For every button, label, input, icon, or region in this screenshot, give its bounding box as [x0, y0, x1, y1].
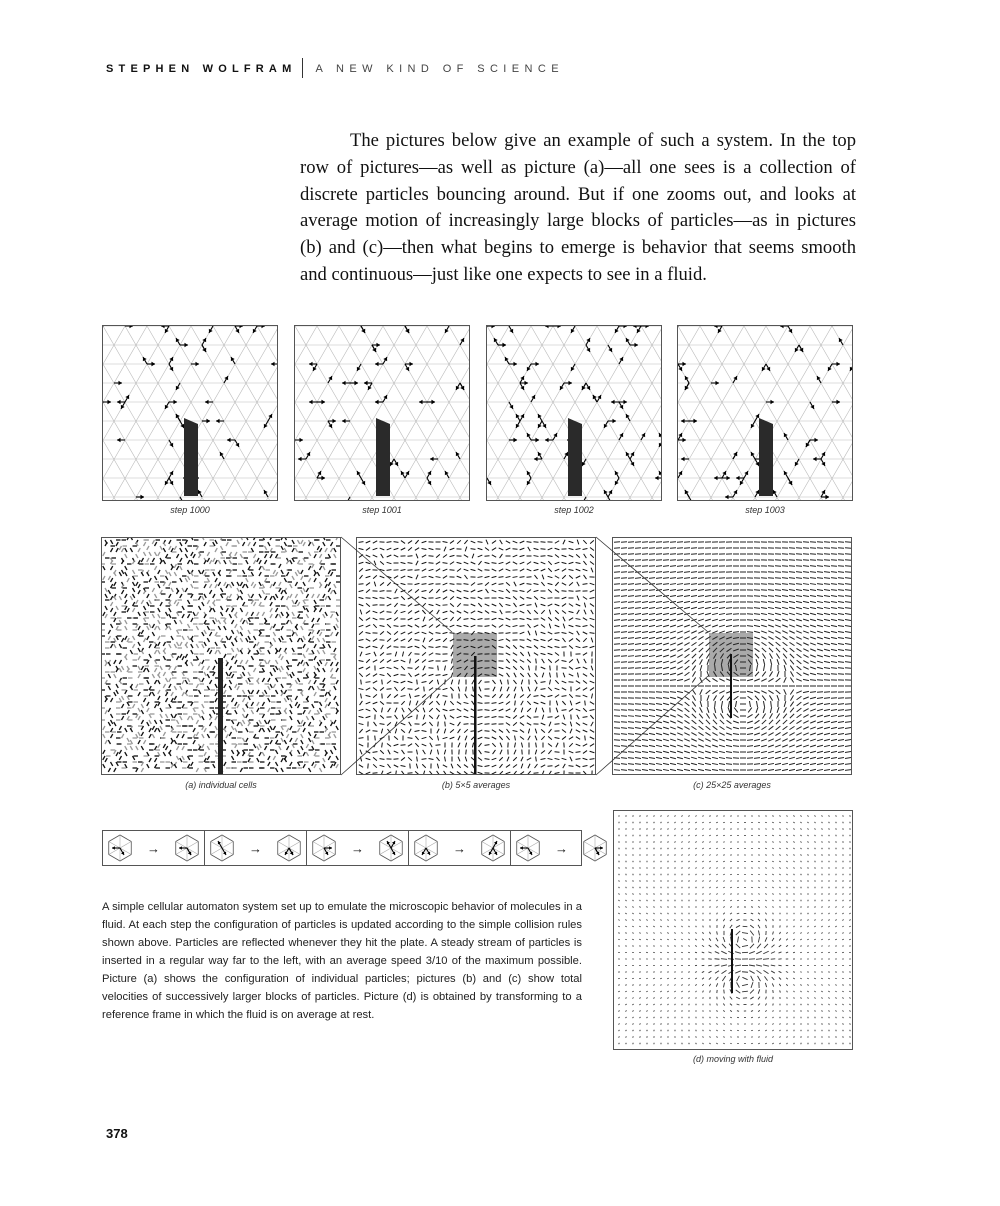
rule-arrow: → [249, 840, 262, 856]
rule-arrow: → [555, 840, 568, 856]
collision-rule [205, 831, 307, 865]
step-panel-1003 [677, 325, 853, 501]
panel-c-label: (c) 25×25 averages [693, 780, 771, 790]
running-head-book-title: A NEW KIND OF SCIENCE [315, 63, 564, 75]
page-number: 378 [106, 1126, 128, 1141]
running-head-author: STEPHEN WOLFRAM [106, 63, 297, 75]
figure-caption: A simple cellular automaton system set up to emulate the microscopic behavior of molecules in a fluid. At each step the configuration of particles is updated according to the simple collision rules shown above. Particles are reflected whenever they hit the plate. A steady stream of particles is inserted in a regular way far to the left, with an average speed 3/10 of the maximum possible. Picture (a) shows the configuration of individual particles; pictures (b) and (c) show total velocities of successively larger blocks of particles. Picture (d) is obtained by transforming to a reference frame in which the fluid is on average at rest. [102, 901, 582, 1021]
running-head-separator [302, 58, 303, 78]
step-panel-1001 [294, 325, 470, 501]
panel-d-moving-with-fluid [613, 810, 853, 1050]
step-label: step 1001 [362, 505, 402, 515]
panel-d-label: (d) moving with fluid [692, 1054, 774, 1064]
panel-b-label: (b) 5×5 averages [441, 780, 511, 790]
rule-arrow: → [147, 840, 160, 856]
step-label: step 1003 [745, 505, 785, 515]
rule-arrow: → [351, 840, 364, 856]
step-panel-1002 [486, 325, 662, 501]
panel-a-individual-cells [101, 537, 341, 775]
rule-arrow: → [453, 840, 466, 856]
collision-rule [511, 831, 612, 865]
collision-rule [307, 831, 409, 865]
body-paragraph: The pictures below give an example of such a system. In the top row of pictures—as well as picture (a)—all one sees is a collection of discrete particles bouncing around. But if one zooms out, and looks at average motion of increasingly large blocks of particles—as in pictures (b) and (c)—then what begins to emerge is behavior that seems smooth and continuous—just like one expects to see in a fluid. [300, 130, 856, 285]
step-panel-1000 [102, 325, 278, 501]
step-label: step 1000 [170, 505, 210, 515]
running-head [106, 58, 564, 78]
panel-c-25x25-averages [612, 537, 852, 775]
panel-b-5x5-averages [356, 537, 596, 775]
collision-rules-strip [102, 830, 582, 866]
step-label: step 1002 [554, 505, 594, 515]
collision-rule [409, 831, 511, 865]
panel-a-label: (a) individual cells [185, 780, 257, 790]
collision-rule [103, 831, 205, 865]
